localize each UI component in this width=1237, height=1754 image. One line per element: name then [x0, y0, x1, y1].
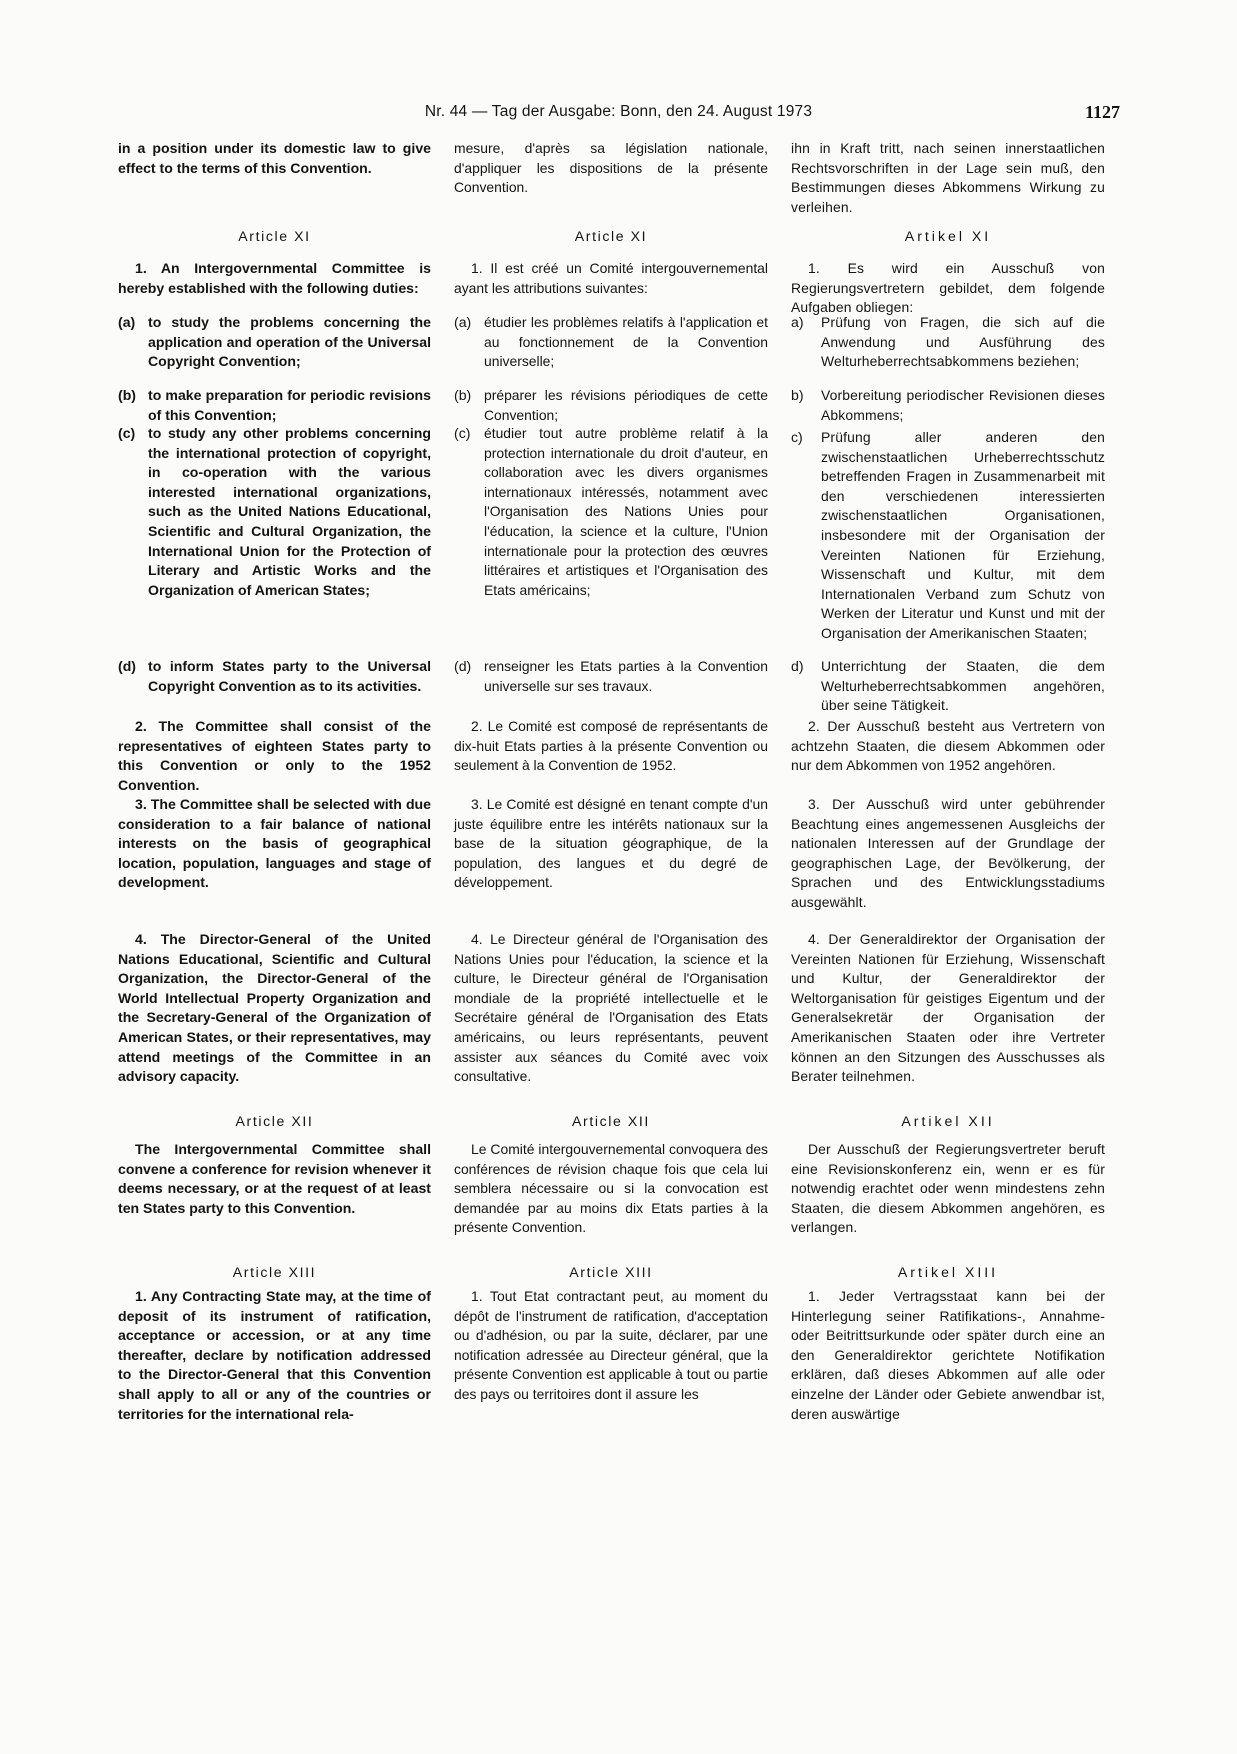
header-title: Nr. 44 — Tag der Ausgabe: Bonn, den 24. August 1973 — [424, 103, 813, 120]
article-heading: Article XIII — [232, 1264, 317, 1280]
en-article-xi-heading — [118, 227, 431, 247]
list-item-label: (d) — [118, 658, 136, 674]
en-article-xiii-paragraph-1 — [118, 1287, 431, 1424]
de-article-xi-paragraph-4 — [791, 930, 1105, 1087]
paragraph-text: 3. Der Ausschuß wird unter gebührender Beachtung eines angemessenen Ausgleichs der nationalen Interessen auf der Grundlage der geographischen Lage, der Bevölkerung, der Sprachen und des Entwicklungsstadiums ausgewählt. — [791, 796, 1105, 910]
paragraph-text: 2. The Committee shall consist of the representatives of eighteen States party to this Convention or only to the 1952 Convention. — [118, 718, 431, 793]
article-heading: Article XI — [238, 228, 311, 244]
list-item-label: c) — [791, 429, 803, 445]
fr-article-xii-heading — [454, 1112, 768, 1132]
list-item-text: to inform States party to the Universal Copyright Convention as to its activities. — [148, 658, 431, 694]
paragraph-text: 1. Es wird ein Ausschuß von Regierungsvertretern gebildet, dem folgende Aufgaben obliegen: — [791, 260, 1105, 316]
en-article-xii-heading — [118, 1112, 431, 1132]
en-article-xi-paragraph-2 — [118, 717, 431, 795]
article-heading: Artikel XI — [904, 228, 992, 244]
list-item-label: a) — [791, 314, 804, 330]
de-article-xi-item-a — [791, 313, 1105, 372]
list-item-text: Unterrichtung der Staaten, die dem Welturheberrechtsabkommen angehören, über seine Tätigkeit. — [821, 658, 1105, 714]
article-heading: Artikel XIII — [897, 1264, 999, 1280]
de-article-xii-heading — [791, 1112, 1105, 1132]
list-item-label: (c) — [118, 425, 136, 441]
list-item-label: (d) — [454, 658, 472, 674]
en-article-xi-item-d — [118, 657, 431, 696]
fr-article-xi-paragraph-2 — [454, 717, 768, 776]
article-heading: Artikel XII — [901, 1113, 995, 1129]
de-article-xi-paragraph-3 — [791, 795, 1105, 913]
list-item-text: préparer les révisions périodiques de cette Convention; — [484, 387, 768, 423]
en-continuation-paragraph — [118, 139, 431, 178]
de-article-xi-heading — [791, 227, 1105, 247]
page-number: 1127 — [1084, 102, 1120, 122]
paragraph-text: 2. Le Comité est composé de représentants de dix-huit Etats parties à la présente Convention ou seulement à la Convention de 1952. — [454, 718, 768, 774]
paragraph-text: 1. Il est créé un Comité intergouvernemental ayant les attributions suivantes: — [454, 260, 768, 296]
en-article-xiii-heading — [118, 1263, 431, 1283]
fr-continuation-paragraph — [454, 139, 768, 198]
list-item-label: (b) — [454, 387, 472, 403]
list-item-text: to study any other problems concerning the international protection of copyright, in co-operation with the various interested international organizations, such as the United Nations Educational, Scientific and Cultural Organization, the International Union for the Protection of Literary and Artistic Works and the Organization of American States; — [148, 425, 431, 598]
en-article-xi-item-b — [118, 386, 431, 425]
paragraph-text: The Intergovernmental Committee shall convene a conference for revision whenever it deems necessary, or at the request of at least ten States party to this Convention. — [118, 1141, 431, 1216]
de-article-xiii-paragraph-1 — [791, 1287, 1105, 1424]
list-item-text: étudier tout autre problème relatif à la protection internationale du droit d'auteur, en collaboration avec les divers organismes internationaux intéressés, notamment avec l'Organisation des Nations Unies pour l'éducation, la science et la culture, l'Union internationale pour la protection des œuvres littéraires et artistiques et l'Organisation des Etats américains; — [484, 425, 768, 598]
list-item-label: (a) — [454, 314, 472, 330]
paragraph-text: 4. The Director-General of the United Nations Educational, Scientific and Cultural Organization, the Director-General of the World Intellectual Property Organization and the Secretary-General of the Organization of American States, or their representatives, may attend meetings of the Committee in an advisory capacity. — [118, 931, 431, 1085]
paragraph-text: 1. Any Contracting State may, at the time of deposit of its instrument of ratification, acceptance or accession, or at any time thereafter, declare by notification addressed to the Director-General that this Convention shall apply to all or any of the countries or territories for the international rela- — [118, 1288, 431, 1422]
paragraph-text: 1. Tout Etat contractant peut, au moment du dépôt de l'instrument de ratification, d'acceptation ou d'adhésion, ou par la suite, déclarer, par une notification adressée au Directeur général, que la présente Convention est applicable à tout ou partie des pays ou territoires dont il assure les — [454, 1288, 768, 1402]
paragraph-text: 1. Jeder Vertragsstaat kann bei der Hinterlegung seiner Ratifikations-, Annahme- oder Beitrittsurkunde oder später durch eine an den Generaldirektor gerichtete Notifikation erklären, daß dieses Abkommen auf alle oder einzelne der Länder oder Gebiete anwendbar ist, deren auswärtige — [791, 1288, 1105, 1422]
fr-article-xi-heading — [454, 227, 768, 247]
paragraph-text: Der Ausschuß der Regierungsvertreter beruft eine Revisionskonferenz ein, wenn er es für notwendig erachtet oder wenn mindestens zehn Staaten, die diesem Abkommen angehören, es verlangen. — [791, 1141, 1105, 1236]
fr-article-xi-item-c — [454, 424, 768, 600]
article-heading: Article XII — [235, 1113, 314, 1129]
en-article-xi-item-a — [118, 313, 431, 372]
article-heading: Article XII — [572, 1113, 650, 1129]
list-item-text: Prüfung von Fragen, die sich auf die Anwendung und Ausführung des Welturheberrechtsabkommens beziehen; — [821, 314, 1105, 370]
fr-article-xi-item-b — [454, 386, 768, 425]
en-article-xii-paragraph — [118, 1140, 431, 1218]
fr-article-xiii-heading — [454, 1263, 768, 1283]
list-item-label: b) — [791, 387, 804, 403]
list-item-text: Prüfung aller anderen den zwischenstaatlichen Urheberrechtsschutz betreffenden Fragen in Zusammenarbeit mit den verschiedenen interessierten zwischenstaatlichen Organisationen, insbesondere mit der Organisation der Vereinten Nationen für Erziehung, Wissenschaft und Kultur, mit dem Internationalen Verband zum Schutz von Werken der Literatur und Kunst und mit der Organisation der Amerikanischen Staaten; — [821, 429, 1105, 641]
column-english — [118, 0, 431, 1754]
paragraph-text: Le Comité intergouvernemental convoquera des conférences de révision chaque fois que cela lui semblera nécessaire ou si la convocation est demandée par au moins dix Etats parties à la présente Convention. — [454, 1141, 768, 1236]
list-item-text: Vorbereitung periodischer Revisionen dieses Abkommens; — [821, 387, 1105, 423]
paragraph-text: mesure, d'après sa législation nationale, d'appliquer les dispositions de la présente Convention. — [454, 140, 768, 196]
de-article-xi-item-b — [791, 386, 1105, 425]
paragraph-text: 3. The Committee shall be selected with due consideration to a fair balance of national interests on the basis of geographical location, population, languages and stage of development. — [118, 796, 431, 891]
fr-article-xi-item-a — [454, 313, 768, 372]
de-article-xi-item-d — [791, 657, 1105, 716]
de-article-xiii-heading — [791, 1263, 1105, 1283]
en-article-xi-item-c — [118, 424, 431, 600]
fr-article-xi-paragraph-3 — [454, 795, 768, 893]
list-item-text: to study the problems concerning the application and operation of the Universal Copyright Convention; — [148, 314, 431, 370]
fr-article-xi-paragraph-1 — [454, 259, 768, 298]
list-item-label: (a) — [118, 314, 136, 330]
list-item-label: d) — [791, 658, 804, 674]
en-article-xi-paragraph-4 — [118, 930, 431, 1087]
article-heading: Article XI — [574, 228, 648, 244]
list-item-text: to make preparation for periodic revisions of this Convention; — [148, 387, 431, 423]
en-article-xi-paragraph-1 — [118, 259, 431, 298]
de-article-xi-item-c — [791, 428, 1105, 644]
paragraph-text: 3. Le Comité est désigné en tenant compte d'un juste équilibre entre les intérêts nationaux sur la base de la situation géographique, de la population, des langues et du degré de développement. — [454, 796, 768, 891]
paragraph-text: ihn in Kraft tritt, nach seinen innerstaatlichen Rechtsvorschriften in der Lage sein muß, den Bestimmungen dieses Abkommens Wirkung zu verleihen. — [791, 140, 1105, 215]
fr-article-xii-paragraph — [454, 1140, 768, 1238]
fr-article-xi-item-d — [454, 657, 768, 696]
column-german — [791, 0, 1105, 1754]
fr-article-xi-paragraph-4 — [454, 930, 768, 1087]
fr-article-xiii-paragraph-1 — [454, 1287, 768, 1405]
de-continuation-paragraph — [791, 139, 1105, 217]
de-article-xi-paragraph-2 — [791, 717, 1105, 776]
paragraph-text: 4. Der Generaldirektor der Organisation der Vereinten Nationen für Erziehung, Wissenschaft und Kultur, der Generaldirektor der Weltorganisation für geistiges Eigentum und der Generalsekretär der Organisation der Amerikanischen Staaten oder ihre Vertreter können an den Sitzungen des Ausschusses als Berater teilnehmen. — [791, 931, 1105, 1085]
de-article-xii-paragraph — [791, 1140, 1105, 1238]
list-item-text: renseigner les Etats parties à la Convention universelle sur ses travaux. — [484, 658, 768, 694]
list-item-label: (b) — [118, 387, 136, 403]
paragraph-text: 1. An Intergovernmental Committee is hereby established with the following duties: — [118, 260, 431, 296]
paragraph-text: 4. Le Directeur général de l'Organisation des Nations Unies pour l'éducation, la science et la culture, le Directeur général de l'Organisation mondiale de la propriété intellectuelle et le Secrétaire général de l'Organisation des Etats américains, ou leurs représentants, peuvent assister aux séances du Comité avec voix consultative. — [454, 931, 768, 1085]
paragraph-text: in a position under its domestic law to give effect to the terms of this Convention. — [118, 140, 431, 176]
column-french — [454, 0, 768, 1754]
en-article-xi-paragraph-3 — [118, 795, 431, 893]
article-heading: Article XIII — [569, 1264, 653, 1280]
de-article-xi-paragraph-1 — [791, 259, 1105, 318]
list-item-text: étudier les problèmes relatifs à l'application et au fonctionnement de la Convention universelle; — [484, 314, 768, 370]
paragraph-text: 2. Der Ausschuß besteht aus Vertretern von achtzehn Staaten, die diesem Abkommen oder nur dem Abkommen von 1952 angehören. — [791, 718, 1105, 774]
list-item-label: (c) — [454, 425, 471, 441]
